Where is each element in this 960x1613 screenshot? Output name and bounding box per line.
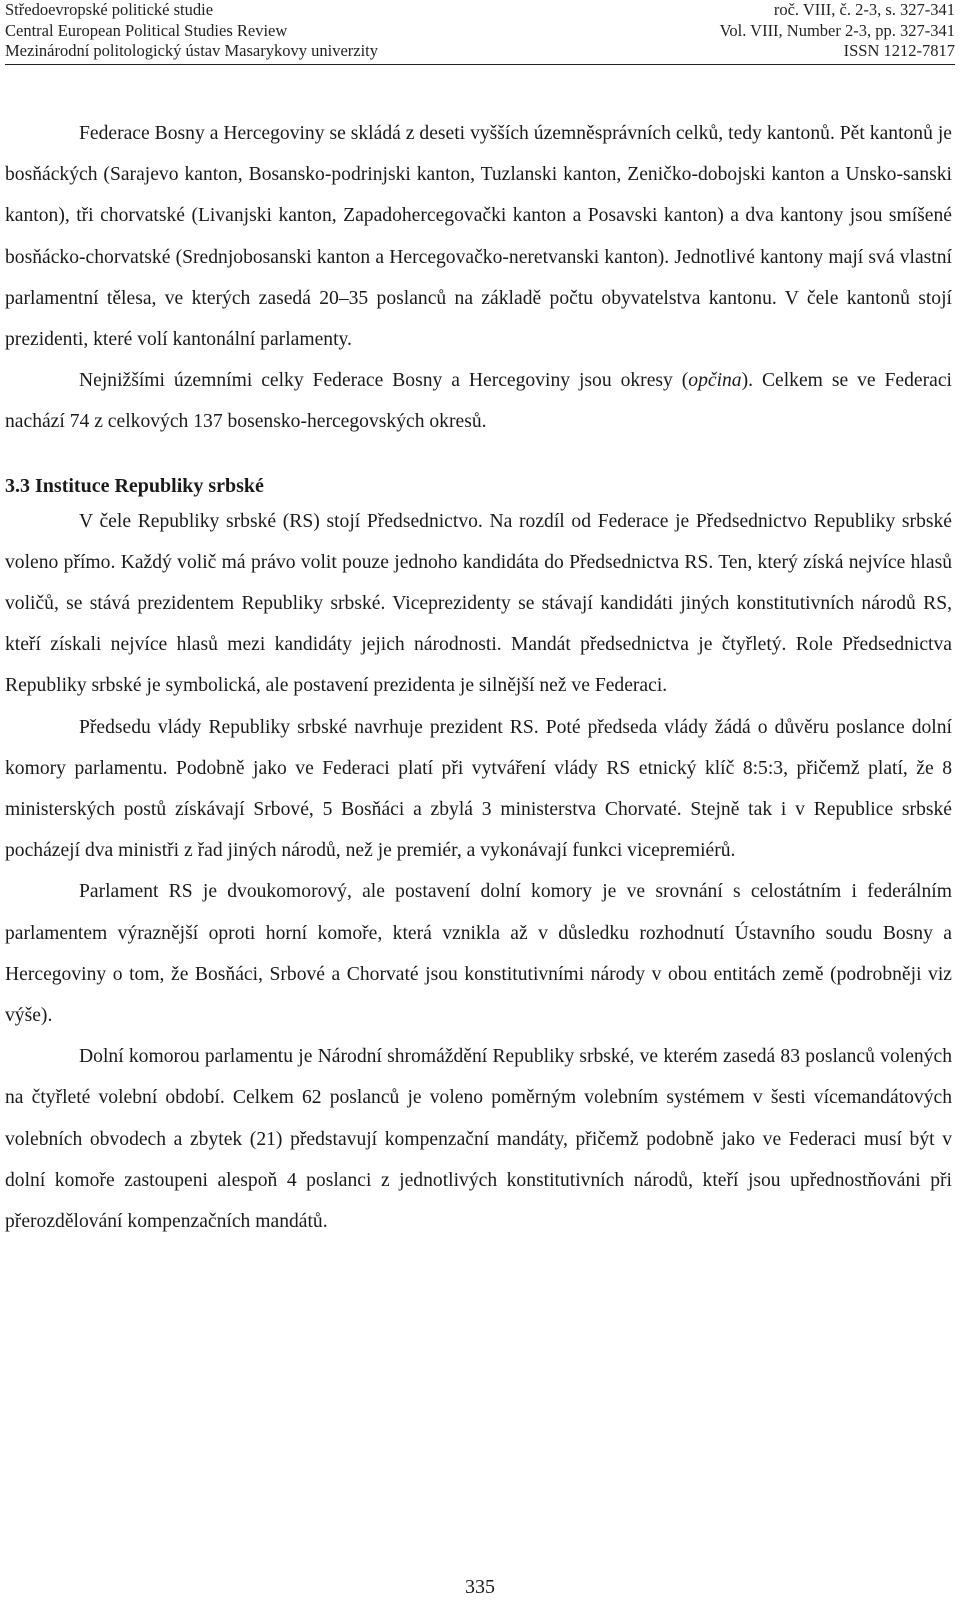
paragraph-districts	[5, 360, 952, 442]
volume-info-en: Vol. VIII, Number 2-3, pp. 327-341	[719, 20, 955, 40]
journal-title-en: Central European Political Studies Review	[5, 20, 288, 40]
term-opcina: opčina	[688, 370, 742, 392]
header-row-2	[5, 21, 955, 42]
paragraph-cantons: Federace Bosny a Hercegoviny se skládá z deseti vyšších územněsprávních celků, tedy kantonů. Pět kantonů je bosňáckých (Sarajevo kanton, Bosansko-podrinjski kanton, Tuzlanski kanton, Zeničko-dobojski kanton a Unsko-sanski kanton), tři chorvatské (Livanjski kanton, Zapadohercegovački kanton a Posavski kanton) a dva kantony jsou smíšené bosňácko-chorvatské (Srednjobosanski kanton a Hercegovačko-neretvanski kanton). Jednotlivé kantony mají svá vlastní parlamentní tělesa, ve kterých zasedá 20–35 poslanců na základě počtu obyvatelstva kantonu. V čele kantonů stojí prezidenti, které volí kantonální parlamenty.	[5, 123, 952, 351]
header-row-3	[5, 41, 955, 62]
paragraph-presidency: V čele Republiky srbské (RS) stojí Předsednictvo. Na rozdíl od Federace je Předsednictvo Republiky srbské voleno přímo. Každý volič má právo volit pouze jednoho kandidáta do Předsednictva RS. Ten, který získá nejvíce hlasů voličů, se stává prezidentem Republiky srbské. Viceprezidenty se stávají kandidáti jiných konstitutivních národů RS, kteří získali nejvíce hlasů mezi kandidáty jejich národnosti. Mandát předsednictva je čtyřletý. Role Předsednictva Republiky srbské je symbolická, ale postavení prezidenta je silnější než ve Federaci.	[5, 510, 952, 697]
volume-info-cs: roč. VIII, č. 2-3, s. 327-341	[773, 0, 955, 19]
issn: ISSN 1212-7817	[843, 41, 955, 60]
section-heading: 3.3 Instituce Republiky srbské	[5, 474, 264, 497]
paragraph-parliament: Parlament RS je dvoukomorový, ale postavení dolní komory je ve srovnání s celostátním i federálním parlamentem výraznější oproti horní komoře, která vznikla až v důsledku rozhodnutí Ústavního soudu Bosny a Hercegoviny o tom, že Bosňáci, Srbové a Chorvaté jsou konstitutivními národy v obou entitách země (podrobněji viz výše).	[5, 881, 952, 1027]
running-header	[5, 0, 955, 65]
header-row-1	[5, 0, 955, 21]
paragraph-districts-text-2: ). Celkem se ve Federaci nachází 74 z celkových 137 bosensko-hercegovských okresů.	[5, 370, 952, 433]
journal-title-cs: Středoevropské politické studie	[5, 0, 214, 19]
article-body	[5, 113, 952, 1242]
paragraph-districts-text-1: Nejnižšími územními celky Federace Bosny a Hercegoviny jsou okresy (	[79, 370, 689, 392]
page-number: 335	[465, 1576, 495, 1598]
publisher: Mezinárodní politologický ústav Masarykovy univerzity	[5, 41, 379, 60]
paragraph-government: Předsedu vlády Republiky srbské navrhuje prezident RS. Poté předseda vlády žádá o důvěru poslance dolní komory parlamentu. Podobně jako ve Federaci platí při vytváření vlády RS etnický klíč 8:5:3, přičemž platí, že 8 ministerských postů získávají Srbové, 5 Bosňáci a zbylá 3 ministerstva Chorvaté. Stejně tak i v Republice srbské pocházejí dva ministři z řad jiných národů, než je premiér, a vykonávají funkci vicepremiérů.	[5, 716, 952, 862]
paragraph-national-assembly: Dolní komorou parlamentu je Národní shromáždění Republiky srbské, ve kterém zasedá 83 poslanců volených na čtyřleté volební období. Celkem 62 poslanců je voleno poměrným volebním systémem v šesti vícemandátových volebních obvodech a zbytek (21) představují kompenzační mandáty, přičemž podobně jako ve Federaci musí být v dolní komoře zastoupeni alespoň 4 poslanci z jednotlivých konstitutivních národů, kteří jsou upřednostňováni při přerozdělování kompenzačních mandátů.	[5, 1046, 952, 1233]
